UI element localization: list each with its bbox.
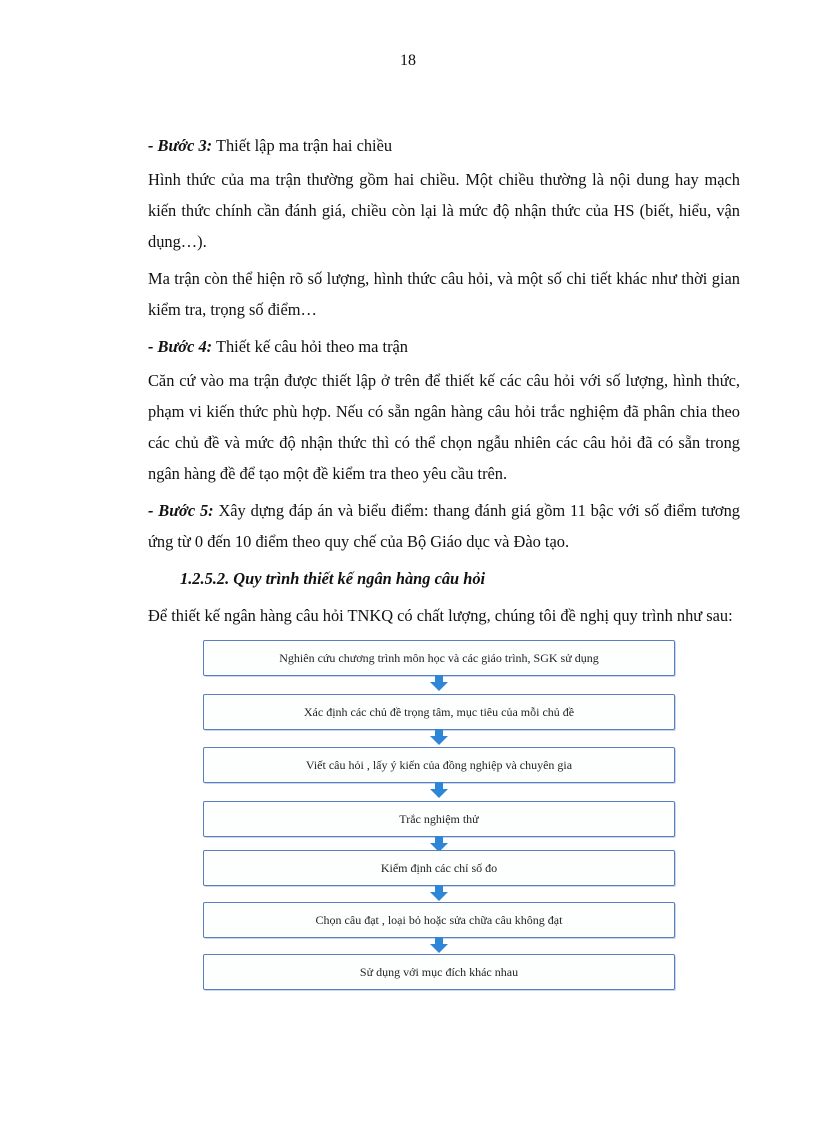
flow-step-2: Xác định các chủ đề trọng tâm, mục tiêu của mỗi chủ đề <box>203 694 675 730</box>
flow-step-7: Sử dụng với mục đích khác nhau <box>203 954 675 990</box>
down-arrow-icon <box>430 729 448 745</box>
flow-step-4: Trắc nghiệm thử <box>203 801 675 837</box>
down-arrow-icon <box>430 675 448 691</box>
down-arrow-icon <box>430 937 448 953</box>
paragraph-process-intro: Để thiết kế ngân hàng câu hỏi TNKQ có chất lượng, chúng tôi đề nghị quy trình như sau: <box>148 606 733 625</box>
section-heading: 1.2.5.2. Quy trình thiết kế ngân hàng câu hỏi <box>180 569 486 588</box>
flow-step-1: Nghiên cứu chương trình môn học và các giáo trình, SGK sử dụng <box>203 640 675 676</box>
page-number: 18 <box>400 52 416 69</box>
document-body <box>148 130 740 637</box>
paragraph-matrix-details: Ma trận còn thể hiện rõ số lượng, hình thức câu hỏi, và một số chi tiết khác như thời gian kiểm tra, trọng số điểm… <box>148 269 740 319</box>
step-4-line <box>148 331 740 362</box>
paragraph-question-design: Căn cứ vào ma trận được thiết lập ở trên để thiết kế các câu hỏi với số lượng, hình thức, phạm vi kiến thức phù hợp. Nếu có sẵn ngân hàng câu hỏi trắc nghiệm đã phân chia theo các chủ đề và mức độ nhận thức thì có thể chọn ngẫu nhiên các câu hỏi đã có sẵn trong ngân hàng đề để tạo một đề kiểm tra theo yêu cầu trên. <box>148 371 740 483</box>
step-5-text: Xây dựng đáp án và biểu điểm: thang đánh giá gồm 11 bậc với số điểm tương ứng từ 0 đến 10 điểm theo quy chế của Bộ Giáo dục và Đào tạo. <box>148 501 740 551</box>
paragraph-matrix-dimensions: Hình thức của ma trận thường gồm hai chiều. Một chiều thường là nội dung hay mạch kiến thức chính cần đánh giá, chiều còn lại là mức độ nhận thức của HS (biết, hiểu, vận dụng…). <box>148 170 740 251</box>
flow-step-3: Viết câu hỏi , lấy ý kiến của đồng nghiệp và chuyên gia <box>203 747 675 783</box>
step-3-text: Thiết lập ma trận hai chiều <box>212 136 393 155</box>
step-5-label: - Bước 5: <box>148 501 214 520</box>
step-3-line <box>148 130 740 161</box>
flow-step-5: Kiểm định các chỉ số đo <box>203 850 675 886</box>
down-arrow-icon <box>430 782 448 798</box>
step-4-label: - Bước 4: <box>148 337 213 356</box>
step-3-label: - Bước 3: <box>148 136 213 155</box>
step-4-text: Thiết kế câu hỏi theo ma trận <box>212 337 409 356</box>
down-arrow-icon <box>430 885 448 901</box>
flow-step-6: Chọn câu đạt , loại bỏ hoặc sửa chữa câu không đạt <box>203 902 675 938</box>
step-5-line <box>148 495 740 557</box>
